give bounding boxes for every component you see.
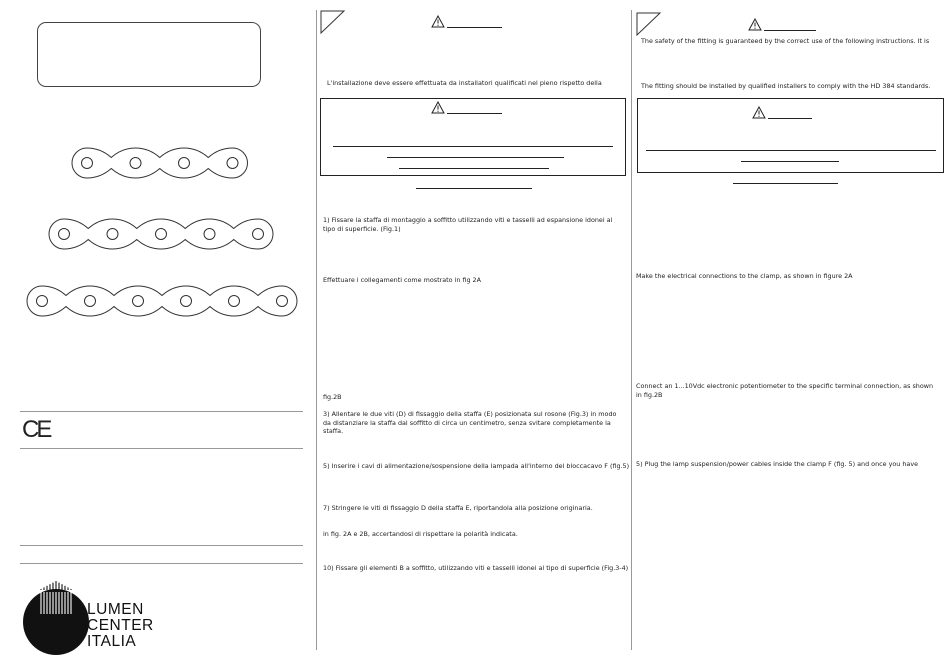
chain-hole xyxy=(85,296,96,307)
ce-mark: CE xyxy=(22,416,50,443)
warning-title-line xyxy=(447,27,502,28)
chain-hole xyxy=(229,296,240,307)
lumen-center-logo-icon xyxy=(20,578,90,658)
divider-low-1 xyxy=(20,545,303,546)
warning-box-title-line xyxy=(447,113,502,114)
logo-wordmark xyxy=(87,602,154,650)
it-warning-box xyxy=(320,98,626,176)
logo-line-2: CENTER xyxy=(87,617,154,634)
divider-low-2 xyxy=(20,563,303,564)
chain-hole xyxy=(82,158,93,169)
warning-icon xyxy=(431,15,445,28)
chain-hole xyxy=(181,296,192,307)
chain-outline xyxy=(27,286,297,316)
chain-hole xyxy=(277,296,288,307)
it-step-10: 10) Fissare gli elementi B a soffitto, utilizzando viti e tasselli idonei al tipo di superficie (Fig.3-4) xyxy=(323,564,629,572)
chain-hole xyxy=(107,229,118,240)
it-step-5: 5) Inserire i cavi di alimentazione/sospensione della lampada all'interno del bloccacavo F (fig.5) xyxy=(323,462,630,470)
chain-hole xyxy=(179,158,190,169)
it-step-3: 3) Allentare le due viti (D) di fissaggio della staffa (E) posizionata sul rosone (Fig.3) in modo da distanziare la staffa dal soffitto di circa un centimetro, senza svitare completamente la staffa. xyxy=(323,410,617,436)
warning-box-title-line xyxy=(768,118,812,119)
warning-box-line xyxy=(646,150,936,151)
it-fig-2b: fig.2B xyxy=(323,393,342,401)
chain-hole xyxy=(59,229,70,240)
warning-box-line xyxy=(387,157,564,158)
warning-box-line xyxy=(399,168,549,169)
chain-outline xyxy=(49,219,273,249)
warning-icon xyxy=(431,101,445,114)
chain-hole xyxy=(130,158,141,169)
en-install-note: The fitting should be installed by qualified installers to comply with the HD 384 standards. xyxy=(641,82,931,90)
warning-icon xyxy=(748,18,762,31)
logo-line-3: ITALIA xyxy=(87,633,137,650)
chain-hole xyxy=(204,229,215,240)
warning-icon xyxy=(752,106,766,119)
logo-line-1: LUMEN xyxy=(87,601,144,618)
divider-top xyxy=(20,411,303,412)
en-step-5: 5) Plug the lamp suspension/power cables inside the clamp F (fig. 5) and once you have xyxy=(636,460,919,468)
chain-diagrams xyxy=(0,0,310,330)
chain-hole xyxy=(156,229,167,240)
warning-box-line xyxy=(333,146,613,147)
it-step-1: 1) Fissare la staffa di montaggio a soffitto utilizzando viti e tasselli ad espansione idonei al tipo di superficie. (Fig.1) xyxy=(323,216,613,233)
it-connections: Effettuare i collegamenti come mostrato in fig 2A xyxy=(323,276,481,284)
chain-hole xyxy=(133,296,144,307)
it-step-7: 7) Stringere le viti di fissaggio D della staffa E, riportandola alla posizione originaria. xyxy=(323,504,593,512)
column-divider-2 xyxy=(631,10,632,650)
warning-title-line xyxy=(764,30,816,31)
chain-hole xyxy=(253,229,264,240)
corner-fold-icon xyxy=(636,12,662,36)
chain-hole xyxy=(227,158,238,169)
chain-hole xyxy=(37,296,48,307)
en-connections: Make the electrical connections to the clamp, as shown in figure 2A xyxy=(636,272,853,280)
section-underline xyxy=(733,183,838,184)
it-install-note: L'installazione deve essere effettuata da installatori qualificati nel pieno rispetto della xyxy=(327,79,602,87)
divider-ce-bottom xyxy=(20,448,303,449)
column-divider-1 xyxy=(316,10,317,650)
en-safety-note: The safety of the fitting is guaranteed by the correct use of the following instructions. It is xyxy=(641,37,930,45)
corner-fold-icon xyxy=(320,10,346,34)
warning-box-line xyxy=(741,161,839,162)
chain-outline xyxy=(72,148,248,178)
section-underline xyxy=(416,188,532,189)
it-fig-2a-2b: in fig. 2A e 2B, accertandosi di rispettare la polarità indicata. xyxy=(323,530,518,538)
en-potentiometer: Connect an 1...10Vdc electronic potentiometer to the specific terminal connection, as shown in fig.2B xyxy=(636,382,934,399)
